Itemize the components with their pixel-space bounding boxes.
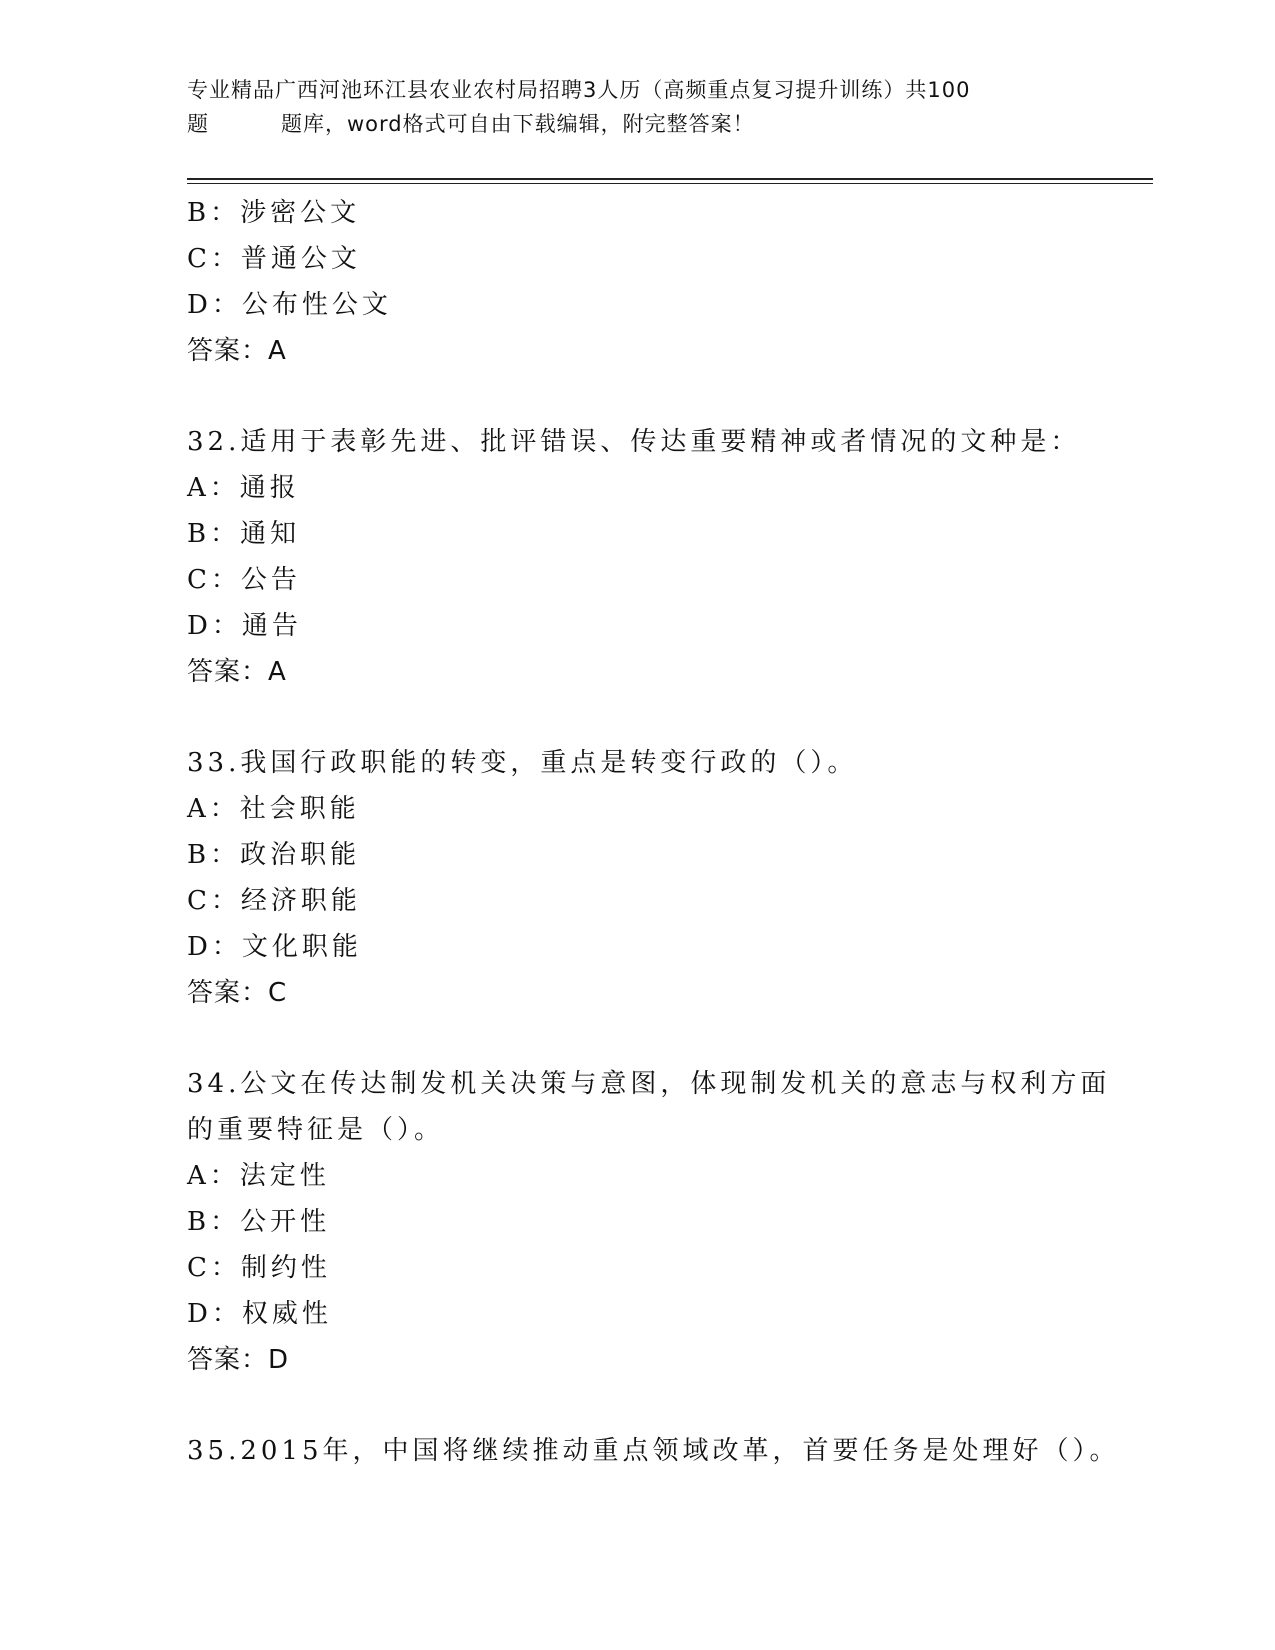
- question-stem: 33.我国行政职能的转变，重点是转变行政的（）。: [187, 748, 858, 778]
- option-b: B：通知: [187, 519, 301, 549]
- option-a: A：通报: [187, 473, 300, 503]
- option-d: D：通告: [187, 611, 302, 641]
- question-31: [187, 190, 1087, 374]
- question-34: [187, 1061, 1111, 1383]
- header-title-line2-b: 题库，word格式可自由下载编辑，附完整答案！: [281, 112, 755, 136]
- question-stem: 35.2015年，中国将继续推动重点领域改革，首要任务是处理好（）。: [187, 1436, 1120, 1466]
- answer: 答案：A: [187, 657, 287, 687]
- header-divider-thick: [187, 178, 1153, 180]
- question-stem-line2: 的重要特征是（）。: [187, 1115, 445, 1145]
- option-d: D：公布性公文: [187, 290, 392, 320]
- option-c: C：制约性: [187, 1253, 331, 1283]
- option-a: A：社会职能: [187, 794, 360, 824]
- answer: 答案：D: [187, 1345, 290, 1375]
- option-c: C：经济职能: [187, 886, 361, 916]
- question-35: [187, 1428, 1120, 1474]
- option-d: D：文化职能: [187, 932, 362, 962]
- header-divider-thin: [187, 183, 1153, 184]
- option-b: B：政治职能: [187, 840, 361, 870]
- header-title-line2: [187, 107, 1087, 141]
- question-stem: 32.适用于表彰先进、批评错误、传达重要精神或者情况的文种是：: [187, 427, 1081, 457]
- question-32: [187, 419, 1087, 695]
- header-title-line2-a: 题: [187, 112, 209, 136]
- page-header: [187, 73, 1087, 141]
- option-c: C：普通公文: [187, 244, 361, 274]
- question-33: [187, 740, 1087, 1016]
- question-list: [187, 190, 1120, 1474]
- option-b: B：公开性: [187, 1207, 331, 1237]
- answer: 答案：A: [187, 336, 287, 366]
- question-stem-line1: 34.公文在传达制发机关决策与意图，体现制发机关的意志与权利方面: [187, 1069, 1111, 1099]
- header-title-line1: 专业精品广西河池环江县农业农村局招聘3人历（高频重点复习提升训练）共100: [187, 78, 971, 102]
- option-b: B：涉密公文: [187, 198, 361, 228]
- option-c: C：公告: [187, 565, 301, 595]
- option-d: D：权威性: [187, 1299, 332, 1329]
- option-a: A：法定性: [187, 1161, 330, 1191]
- answer: 答案：C: [187, 978, 288, 1008]
